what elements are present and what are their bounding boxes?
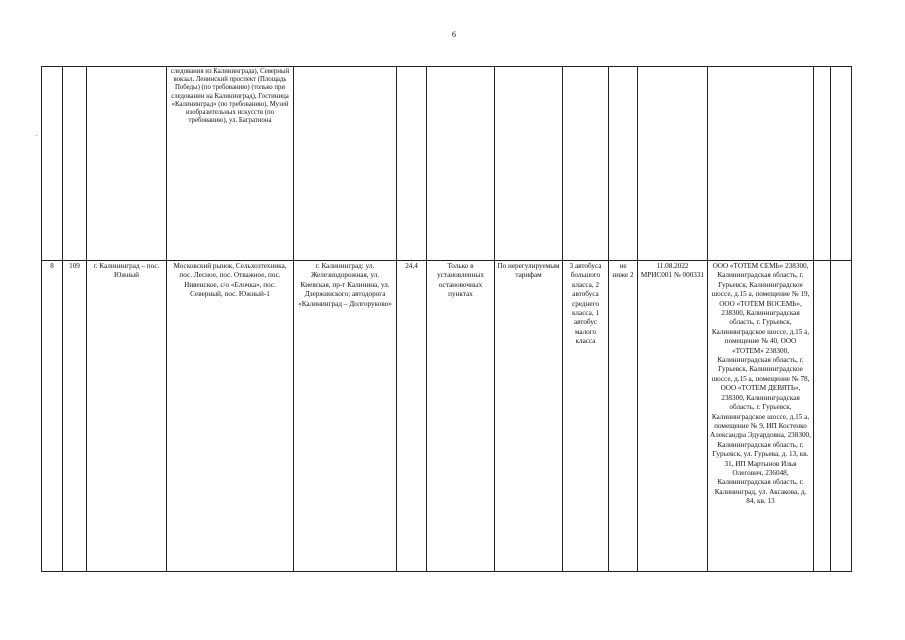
- cell-length: 24,4: [397, 261, 427, 572]
- cell-row-number: 8: [42, 261, 63, 572]
- page-number: 6: [452, 30, 456, 39]
- margin-mark: .: [36, 132, 38, 138]
- cell-empty: [609, 67, 638, 261]
- cell-stops: Московский рынок, Сельхозтехника, пос. Лесное, пос. Отважное, пос. Нивенское, с/о «Елочка», пос. Северный, пос. Южный-1: [167, 261, 294, 572]
- cell-empty: [63, 67, 87, 261]
- cell-empty: [87, 67, 167, 261]
- routes-table: [41, 66, 852, 572]
- cell-empty: [708, 67, 814, 261]
- cell-empty: [495, 67, 563, 261]
- cell-empty: [814, 261, 831, 572]
- table-row-route-109: [42, 261, 852, 572]
- cell-empty: [814, 67, 831, 261]
- cell-empty: [294, 67, 397, 261]
- cell-tariff: По нерегулируемым тарифам: [495, 261, 563, 572]
- cell-empty: [42, 67, 63, 261]
- cell-route-name: г. Калининград – пос. Южный: [87, 261, 167, 572]
- cell-empty: [397, 67, 427, 261]
- cell-vehicles: 3 автобуса большого класса, 2 автобуса среднего класса, 1 автобус малого класса: [563, 261, 609, 572]
- cell-stop-order: Только в установленных остановочных пунктах: [427, 261, 495, 572]
- cell-empty: [831, 261, 852, 572]
- cell-eco-class: не ниже 2: [609, 261, 638, 572]
- cell-registration-number: 109: [63, 261, 87, 572]
- cell-carrier: ООО «ТОТЕМ СЕМЬ» 238300, Калининградская область, г. Гурьевск, Калининградское шоссе, д.15 а, помещение № 19, ООО «ТОТЕМ ВОСЕМЬ», 238300, Калининградская область, г. Гурьевск, Калининградское шоссе, д.15 а, помещение № 40, ООО «ТОТЕМ» 238300, Калининградская область, г. Гурьевск, Калининградское шоссе, д.15 а, помещение № 78, ООО «ТОТЕМ ДЕВЯТЬ», 238300, Калининградская область, г. Гурьевск, Калининградское шоссе, д.15 а, помещение № 9, ИП Костенко Александра Эдуардовна, 238300, Калининградская область, г. Гурьевск, ул. Гурьева, д. 13, кв. 31, ИП Мартынов Илья Олегович, 236048, Калининградская область, г. Калининград, ул. Аксакова, д. 84, кв. 13: [708, 261, 814, 572]
- cell-stops-continued: следования из Калининграда), Северный вокзал, Ленинский проспект (Площадь Победы) (по требованию) (только при следовании на Калининград), Гостиница «Калининград» (по требованию), Музей изобразительных искусств (по требованию), ул. Багратиона: [167, 67, 294, 261]
- cell-streets: г. Калининград: ул. Железнодорожная, ул. Киевская, пр-т Калинина, ул. Дзержинского; автодорога «Калининград – Долгоруково»: [294, 261, 397, 572]
- cell-empty: [638, 67, 708, 261]
- cell-empty: [563, 67, 609, 261]
- cell-date-document: 11.08.2022 МРИС001 № 000331: [638, 261, 708, 572]
- cell-empty: [427, 67, 495, 261]
- cell-empty: [831, 67, 852, 261]
- table-row-continued: [42, 67, 852, 261]
